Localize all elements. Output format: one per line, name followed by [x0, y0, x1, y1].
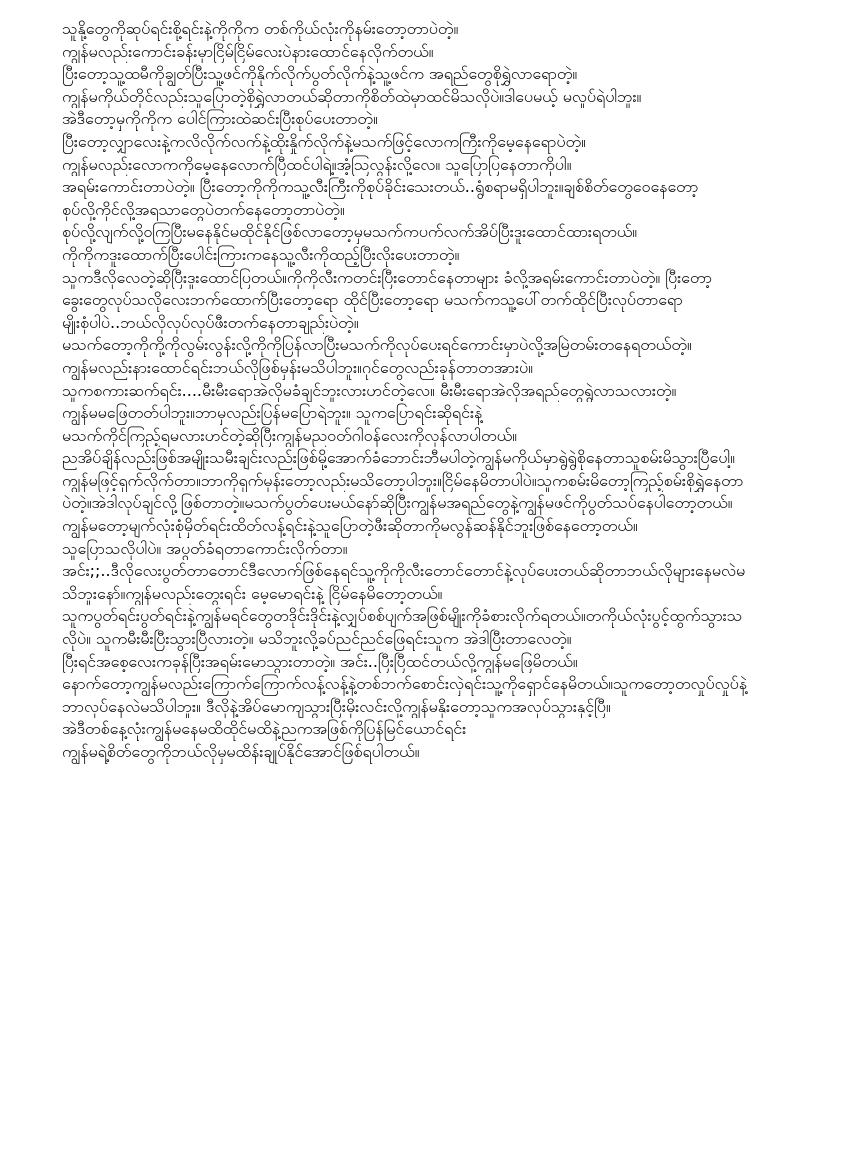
- text-line: ကျွန်မတော့မျက်လုံးစုံမှိတ်ရင်းထိတ်လန့်ရင်းနဲ့သူပြောတဲ့ဖီးဆိုတာကိုမလွန်ဆန်နိုင်ဘူးဖြစ်နေတော့တယ်။: [62, 516, 638, 536]
- text-line: သူကဒီလိုလေတဲ့ဆိုပြီးဒူးထောင်ပြတယ်။ကိုကိုလီးကတင်းပြီးတောင်နေတာများ ခံလို့အရမ်းကောင်းတာပဲတဲ့။ ပြီးတော့: [62, 267, 712, 287]
- text-line: အင်း;;..ဒီလိုလေးပွတ်တာတောင်ဒီလောက်ဖြစ်နေရင်သူ့ကိုကိုလီးတောင်တောင်နဲ့လုပ်ပေးတယ်ဆိုတာဘယ်လိုများနေမလဲမ: [62, 561, 746, 581]
- text-line: ကိုကိုကဒူးထောက်ပြီးပေါင်းကြားကနေသူ့လီးကိုထည့်ပြီးလိုးပေးတာတဲ့။: [62, 244, 460, 264]
- text-line: သူနို့တွေကိုဆုပ်ရင်းစို့ရင်းနဲ့ကိုကိုက တစ်ကိုယ်လုံးကိုနမ်းတော့တာပဲတဲ့။: [62, 19, 459, 38]
- text-line: ကျွန်မရဲ့စိတ်တွေကိုဘယ်လိုမှမထိန်းချုပ်နိုင်အောင်ဖြစ်ရပါတယ်။: [62, 742, 420, 761]
- text-line: သူကစကားဆက်ရင်း....မီးမီးရောအဲလိုမခံချင်ဘူးလားဟင်တဲ့လေ။ မီးမီးရောအဲလိုအရည်တွေရွဲလာသလားတဲ့။: [62, 380, 677, 400]
- text-line: ဘာလုပ်နေလဲမသိပါဘူး။ ဒီလိုနဲ့အိပ်မောကျသွားပြီးမိုးလင်းလို့ကျွန်မနိုးတော့သူကအလုပ်သွားနှင့်ပြီ။: [62, 696, 611, 716]
- text-line: ပြီးရင်အစေ့လေးကခုန်ပြီးအရမ်းမောသွားတာတဲ့။ အင်း..ပြီးပြီထင်တယ်လို့ကျွန်မဖြေမိတယ်။: [62, 651, 578, 671]
- text-line: နောက်တော့ကျွန်မလည်းကြောက်ကြောက်လန့်လန့်နဲ့တစ်ဘက်စောင်းလှဲရင်းသူ့ကိုရှောင်နေမိတယ်။သူကတော့တလှုပ်လှုပ်နဲ့: [62, 674, 748, 694]
- text-line: မသက်တော့ကိုကို့ကိုလွမ်းလွန်းလို့ကိုကိုပြန်လာပြီးမသက်ကိုလုပ်ပေးရင်ကောင်းမှာပဲလို့အမြဲတမ်းတနေရတယ်တဲ့။: [62, 335, 692, 355]
- text-line: အဲဒီတစ်နေ့လုံးကျွန်မနေမထိထိုင်မထိနဲ့ညကအဖြစ်ကိုပြန်မြင်ယောင်ရင်း: [62, 719, 467, 739]
- text-line: သိဘူးနော်။ကျွန်မလည်းတွေးရင်း မေ့မောရင်းနဲ့ ငြိမ်နေမိတော့တယ်။: [62, 583, 443, 603]
- text-line: အရမ်းကောင်းတာပဲတဲ့။ ပြီးတော့ကိုကိုကသူ့လီးကြီးကိုစုပ်ခိုင်းသေးတယ်..ရွံစရာမရှိပါဘူး။ချစ်စိတ်တွေဝေနေတော့: [62, 177, 699, 197]
- text-line: ကျွန်မလည်းကောင်းခန်းမှာငြိမ်ငြိမ်လေးပဲနားထောင်နေလိုက်တယ်။: [62, 41, 434, 61]
- text-line: အဲဒီတော့မှကိုကိုက ပေါင်ကြားထဲဆင်းပြီးစုပ်ပေးတာတဲ့။: [62, 109, 378, 129]
- text-line: ကျွန်မလည်းလောကကိုမေ့နေလောက်ပြီထင်ပါရဲ့။အံ့သြလွန်းလို့လေ။ သူပြောပြနေတာကိုပါ။: [62, 154, 572, 174]
- text-line: ကျွန်မကိုယ်တိုင်လည်းသူပြောတဲ့စိုရွှဲလာတယ်ဆိုတာကိုစိတ်ထဲမှာထင်မိသလိုပဲ။ဒါပေမယ့် မလှုပ်ရဲပါဘူး။: [62, 86, 642, 106]
- text-line: သူပြောသလိုပါပဲ။ အပွတ်ခံရတာကောင်းလိုက်တာ။: [62, 538, 348, 558]
- body-text: [62, 18, 800, 764]
- text-line: မသက်ကိုင်ကြည့်ရမလားဟင်တဲ့ဆိုပြီးကျွန်မညဝတ်ဂါဝန်လေးကိုလှန်လာပါတယ်။: [62, 425, 517, 445]
- text-line: ကျွန်မဖြင့်ရှက်လိုက်တာ။ဘာကိုရှက်မှန်းတော့လည်းမသိတော့ပါဘူး။ငြိမ်နေမိတာပါပဲ။သူကစမ်းမိတော့ကြည့်စမ်းစိုရွှဲနေတာ: [62, 470, 744, 490]
- text-line: မျိုးစုံပါပဲ..ဘယ်လိုလုပ်လုပ်ဖီးတက်နေတာချည်းပဲတဲ့။: [62, 312, 359, 332]
- text-line: ညအိပ်ချိန်လည်းဖြစ်အမျိုးသမီးချင်းလည်းဖြစ်မို့အောက်ခံဘောင်းဘီမပါတဲ့ကျွန်မကိုယ်မှာရွဲရွဲစိုနေတာသူစမ်းမိသွားပြီပေါ့။: [62, 448, 735, 468]
- text-line: လိုပဲ။ သူကမီးမီးပြီးသွားပြီလားတဲ့။ မသိဘူးလို့ခပ်ညင်ညင်ဖြေရင်းသူက အဲဒါပြီးတာလေတဲ့။: [62, 629, 572, 649]
- text-line: စုပ်လို့ကိုင်လို့အရသာတွေပဲတက်နေတော့တာပဲတဲ့။: [62, 199, 345, 219]
- text-line: စုပ်လို့လျက်လို့ဝကြပြီးမနေနိုင်မထိုင်နိုင်ဖြစ်လာတော့မှမသက်ကပက်လက်အိပ်ပြီးဒူးထောင်ထားရတယ်။: [62, 222, 638, 242]
- text-line: ပဲတဲ့။အဲဒါလုပ်ချင်လို့ဖြစ်တာတဲ့။မသက်ပွတ်ပေးမယ်နော်ဆိုပြီးကျွန်မအရည်တွေနဲ့ကျွန်မဖင်ကိုပွတ်သပ်နေပါတော့တယ်။: [62, 493, 733, 513]
- text-line: ကျွန်မလည်းနားထောင်ရင်းဘယ်လိုဖြစ်မှန်းမသိပါဘူး။ဂုင်တွေလည်းခုန်တာတအားပဲ။: [62, 357, 533, 377]
- text-line: ပြီးတော့လျှာလေးနဲ့ကလိလိုက်လက်နဲ့ထိုးနှိုက်လိုက်နဲ့မသက်ဖြင့်လောကကြီးကိုမေ့နေရောပဲတဲ့။: [62, 131, 586, 151]
- text-line: ခွေးတွေလုပ်သလိုလေးဘက်ထောက်ပြီးတော့ရော ထိုင်ပြီးတော့ရော မသက်ကသူ့ပေါ်တက်ထိုင်ပြီးလုပ်တာရော: [62, 290, 683, 310]
- text-line: ကျွန်မမဖြေတတ်ပါဘူး။ဘာမှလည်းပြန်မပြောရဲဘူး။ သူကပြောရင်းဆိုရင်းနဲ့: [62, 403, 483, 423]
- text-line: ပြီးတော့သူ့ထမီကိုချွတ်ပြီးသူ့ဖင်ကိုနိုက်လိုက်ပွတ်လိုက်နဲ့သူ့ဖင်က အရည်တွေစိုရွှဲလာရောတဲ့။: [62, 64, 578, 84]
- text-line: သူကပွတ်ရင်းပွတ်ရင်းနဲ့ကျွန်မရင်တွေတဒိုင်းဒိုင်းနဲ့လျှပ်စစ်ပျက်အဖြစ်မျိုးကိုခံစားလိုက်ရတယ်။တကိုယ်လုံးပွင့်ထွက်သွားသ: [62, 606, 743, 626]
